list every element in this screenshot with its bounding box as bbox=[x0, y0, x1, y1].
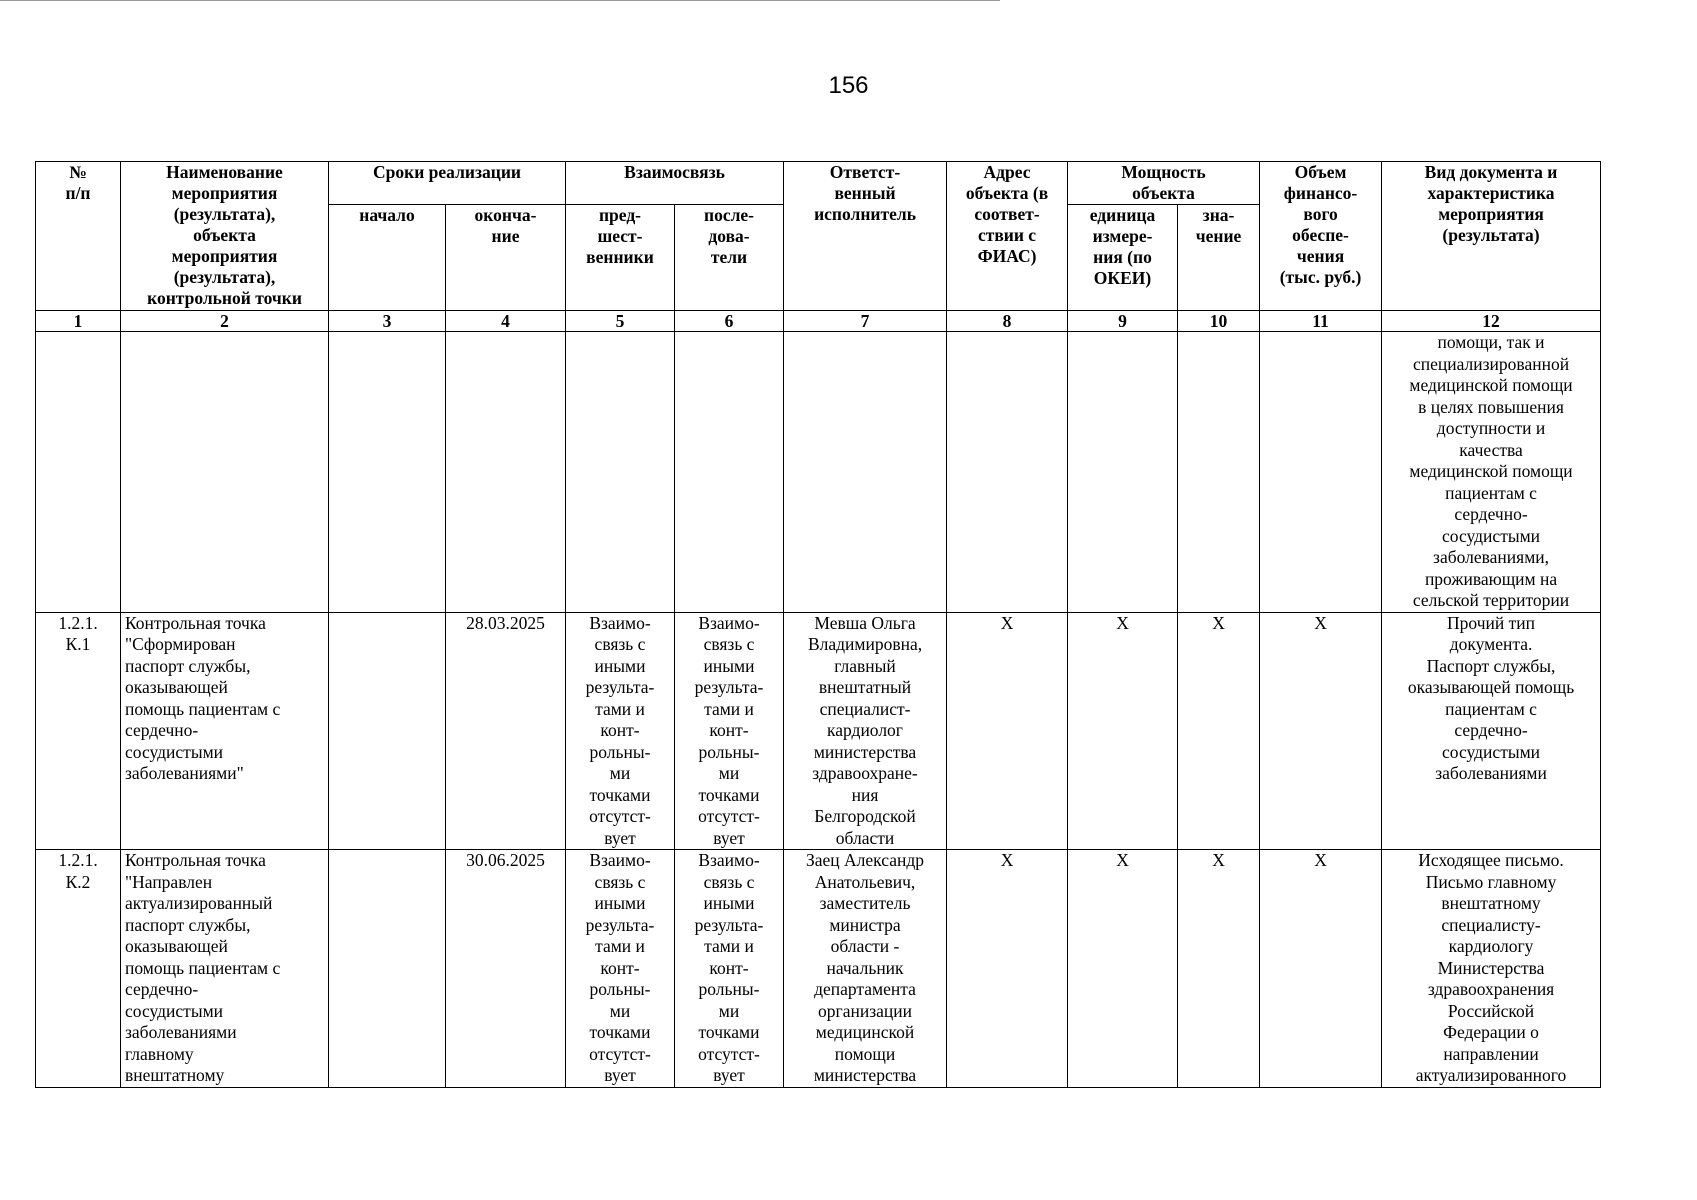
header-num: № п/п bbox=[36, 162, 121, 311]
cell-name bbox=[121, 332, 329, 613]
header-document: Вид документа и характеристика мероприятия (результата) bbox=[1382, 162, 1601, 311]
cell-successors bbox=[675, 332, 784, 613]
header-value: зна- чение bbox=[1178, 205, 1260, 311]
cell-name: Контрольная точка "Направлен актуализированный паспорт службы, оказывающей помощь пациентам с сердечно- сосудистыми заболеваниями главному внештатному bbox=[121, 850, 329, 1088]
scan-top-edge bbox=[0, 0, 1000, 1]
cell-start bbox=[329, 850, 446, 1088]
column-number: 5 bbox=[566, 311, 675, 332]
column-number: 3 bbox=[329, 311, 446, 332]
column-number: 10 bbox=[1178, 311, 1260, 332]
cell-responsible bbox=[784, 332, 947, 613]
cell-end: 28.03.2025 bbox=[446, 612, 566, 850]
header-unit: единица измере- ния (по ОКЕИ) bbox=[1068, 205, 1178, 311]
cell-document: Исходящее письмо. Письмо главному внештатному специалисту- кардиологу Министерства здравоохранения Российской Федерации о направлении актуализированного bbox=[1382, 850, 1601, 1088]
header-terms: Сроки реализации bbox=[329, 162, 566, 205]
header-name: Наименование мероприятия (результата), объекта мероприятия (результата), контрольной точки bbox=[121, 162, 329, 311]
header-responsible: Ответст- венный исполнитель bbox=[784, 162, 947, 311]
cell-responsible: Заец Александр Анатольевич, заместитель министра области - начальник департамента организации медицинской помощи министерства bbox=[784, 850, 947, 1088]
cell-value: X bbox=[1178, 850, 1260, 1088]
header-finance: Объем финансо- вого обеспе- чения (тыс. руб.) bbox=[1260, 162, 1382, 311]
column-numbers-row bbox=[36, 311, 1601, 332]
cell-unit: X bbox=[1068, 612, 1178, 850]
cell-address: X bbox=[947, 850, 1068, 1088]
cell-start bbox=[329, 332, 446, 613]
header-end: оконча- ние bbox=[446, 205, 566, 311]
header-predecessors: пред- шест- венники bbox=[566, 205, 675, 311]
cell-end: 30.06.2025 bbox=[446, 850, 566, 1088]
cell-successors: Взаимо- связь с иными результа- тами и конт- рольны- ми точками отсутст- вует bbox=[675, 612, 784, 850]
cell-num: 1.2.1. К.2 bbox=[36, 850, 121, 1088]
column-number: 1 bbox=[36, 311, 121, 332]
column-number: 8 bbox=[947, 311, 1068, 332]
cell-predecessors: Взаимо- связь с иными результа- тами и конт- рольны- ми точками отсутст- вует bbox=[566, 612, 675, 850]
column-number: 4 bbox=[446, 311, 566, 332]
cell-finance: X bbox=[1260, 850, 1382, 1088]
header-link: Взаимосвязь bbox=[566, 162, 784, 205]
cell-responsible: Мевша Ольга Владимировна, главный внештатный специалист- кардиолог министерства здравоохране- ния Белгородской области bbox=[784, 612, 947, 850]
cell-address bbox=[947, 332, 1068, 613]
column-number: 6 bbox=[675, 311, 784, 332]
cell-predecessors bbox=[566, 332, 675, 613]
page-number: 156 bbox=[828, 72, 869, 99]
column-number: 7 bbox=[784, 311, 947, 332]
schedule-table bbox=[35, 161, 1601, 1088]
cell-num bbox=[36, 332, 121, 613]
cell-start bbox=[329, 612, 446, 850]
cell-document: Прочий тип документа. Паспорт службы, оказывающей помощь пациентам с сердечно- сосудистыми заболеваниями bbox=[1382, 612, 1601, 850]
table-row bbox=[36, 612, 1601, 850]
cell-address: X bbox=[947, 612, 1068, 850]
table-row bbox=[36, 850, 1601, 1088]
cell-value: X bbox=[1178, 612, 1260, 850]
cell-value bbox=[1178, 332, 1260, 613]
cell-successors: Взаимо- связь с иными результа- тами и конт- рольны- ми точками отсутст- вует bbox=[675, 850, 784, 1088]
cell-document: помощи, так и специализированной медицинской помощи в целях повышения доступности и качества медицинской помощи пациентам с сердечно- сосудистыми заболеваниями, проживающим на сельской территории bbox=[1382, 332, 1601, 613]
column-number: 9 bbox=[1068, 311, 1178, 332]
cell-finance bbox=[1260, 332, 1382, 613]
column-number: 11 bbox=[1260, 311, 1382, 332]
cell-finance: X bbox=[1260, 612, 1382, 850]
header-successors: после- дова- тели bbox=[675, 205, 784, 311]
cell-end bbox=[446, 332, 566, 613]
table-row bbox=[36, 332, 1601, 613]
cell-unit bbox=[1068, 332, 1178, 613]
column-number: 2 bbox=[121, 311, 329, 332]
column-number: 12 bbox=[1382, 311, 1601, 332]
header-power: Мощность объекта bbox=[1068, 162, 1260, 205]
header-start: начало bbox=[329, 205, 446, 311]
cell-name: Контрольная точка "Сформирован паспорт службы, оказывающей помощь пациентам с сердечно- сосудистыми заболеваниями" bbox=[121, 612, 329, 850]
cell-predecessors: Взаимо- связь с иными результа- тами и конт- рольны- ми точками отсутст- вует bbox=[566, 850, 675, 1088]
cell-unit: X bbox=[1068, 850, 1178, 1088]
cell-num: 1.2.1. К.1 bbox=[36, 612, 121, 850]
header-address: Адрес объекта (в соответ- ствии с ФИАС) bbox=[947, 162, 1068, 311]
header-row-1 bbox=[36, 162, 1601, 205]
